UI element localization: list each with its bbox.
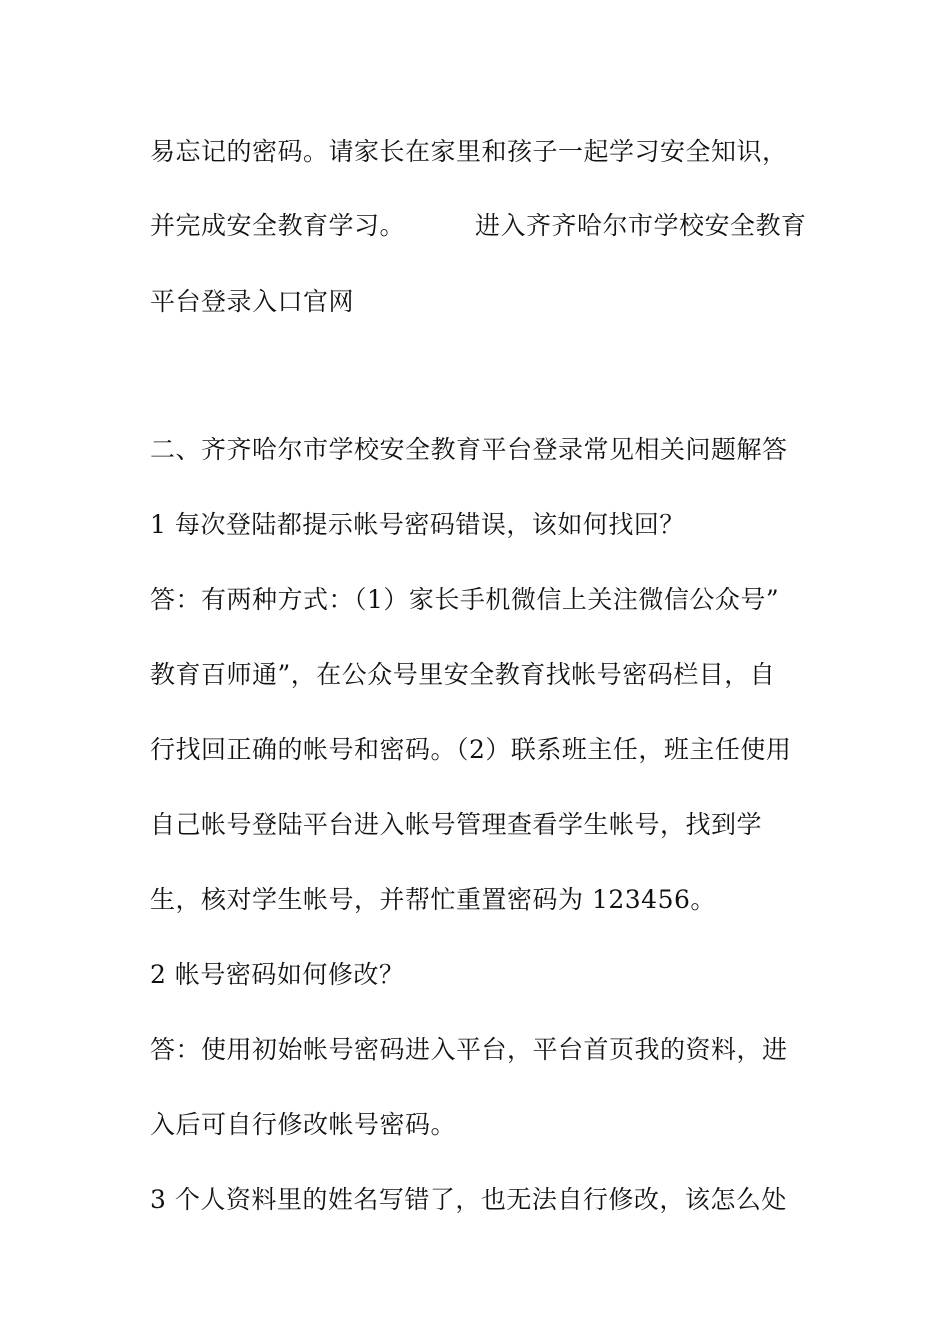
answer-line: 答：使用初始帐号密码进入平台，平台首页我的资料，进 — [150, 1035, 788, 1064]
answer-line: 行找回正确的帐号和密码。（2）联系班主任，班主任使用 — [150, 735, 792, 764]
answer-line: 自己帐号登陆平台进入帐号管理查看学生帐号，找到学 — [150, 810, 763, 839]
answer-line: 答：有两种方式：（1）家长手机微信上关注微信公众号” — [150, 585, 780, 614]
paragraph-line: 平台登录入口官网 — [150, 287, 355, 316]
entry-link-text: 进入齐齐哈尔市学校安全教育 — [475, 211, 807, 240]
question-2: 2 帐号密码如何修改？ — [150, 960, 405, 989]
paragraph-sentence: 并完成安全教育学习。 — [150, 211, 406, 240]
answer-line: 生，核对学生帐号，并帮忙重置密码为 123456。 — [150, 885, 716, 914]
paragraph-line: 易忘记的密码。请家长在家里和孩子一起学习安全知识， — [150, 137, 788, 166]
answer-line: 入后可自行修改帐号密码。 — [150, 1110, 457, 1139]
question-3: 3 个人资料里的姓名写错了，也无法自行修改，该怎么处 — [150, 1185, 787, 1214]
answer-line: 教育百师通”，在公众号里安全教育找帐号密码栏目，自 — [150, 660, 776, 689]
paragraph-line — [150, 211, 807, 241]
question-1: 1 每次登陆都提示帐号密码错误，该如何找回？ — [150, 510, 685, 539]
section-heading: 二、齐齐哈尔市学校安全教育平台登录常见相关问题解答 — [150, 435, 788, 464]
